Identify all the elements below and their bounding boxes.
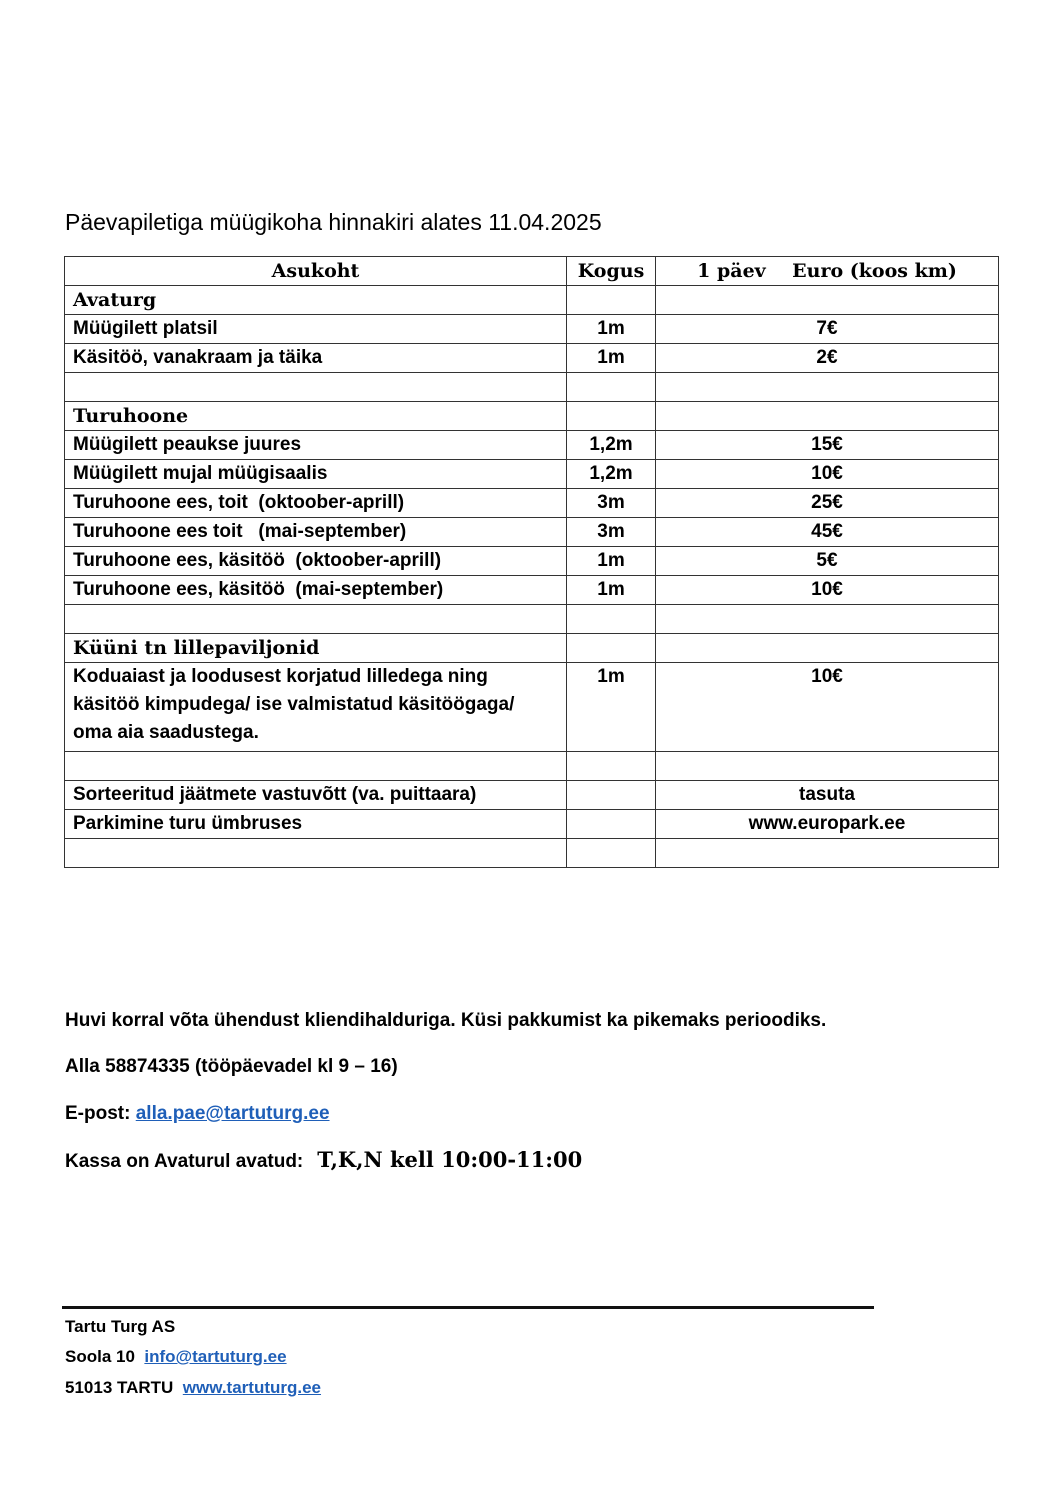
table-row (65, 460, 999, 489)
cell-price: 2€ (656, 344, 999, 373)
footer-divider (62, 1306, 874, 1309)
cell-location: Turuhoone ees toit (mai-september) (65, 518, 567, 547)
table-row (65, 431, 999, 460)
cell-quantity: 1m (567, 576, 656, 605)
cell-quantity: 1,2m (567, 431, 656, 460)
empty-row (65, 752, 999, 781)
footer-city: 51013 TARTU (65, 1378, 174, 1397)
table-row (65, 344, 999, 373)
cell-quantity: 3m (567, 489, 656, 518)
empty-row (65, 605, 999, 634)
cell-price: 10€ (656, 663, 999, 752)
footer-address: Soola 10 (65, 1347, 135, 1366)
table-row (65, 781, 999, 810)
table-row (65, 576, 999, 605)
cell-quantity (567, 810, 656, 839)
footer-email-link[interactable]: info@tartuturg.ee (144, 1347, 287, 1366)
cell-quantity: 3m (567, 518, 656, 547)
section-row (65, 286, 999, 315)
price-table (64, 256, 999, 868)
cell-location: Müügilett peaukse juures (65, 431, 567, 460)
cell-quantity: 1m (567, 315, 656, 344)
footer-company: Tartu Turg AS (65, 1317, 176, 1336)
empty-row (65, 839, 999, 868)
section-row (65, 402, 999, 431)
phone-line: Alla 58874335 (tööpäevadel kl 9 – 16) (65, 1056, 398, 1077)
empty-row (65, 373, 999, 402)
kassa-line (65, 1147, 582, 1175)
cell-quantity: 1,2m (567, 460, 656, 489)
contact-line: Huvi korral võta ühendust kliendihalduriga. Küsi pakkumist ka pikemaks perioodiks. (65, 1010, 827, 1031)
cell-price: 5€ (656, 547, 999, 576)
cell-location: Koduaiast ja loodusest korjatud lilledega ning käsitöö kimpudega/ ise valmistatud käsitöögaga/ oma aia saadustega. (65, 663, 567, 752)
footer-city-line (65, 1377, 321, 1399)
cell-location: Käsitöö, vanakraam ja täika (65, 344, 567, 373)
cell-location: Turuhoone ees, käsitöö (oktoober-aprill) (65, 547, 567, 576)
email-label: E-post: (65, 1103, 131, 1124)
kassa-hours: T,K,N kell 10:00-11:00 (317, 1147, 583, 1172)
table-header-row (65, 257, 999, 286)
cell-location: Sorteeritud jäätmete vastuvõtt (va. puittaara) (65, 781, 567, 810)
cell-price: 10€ (656, 576, 999, 605)
footer-website-link[interactable]: www.tartuturg.ee (182, 1378, 322, 1397)
cell-quantity: 1m (567, 663, 656, 752)
table-row (65, 489, 999, 518)
email-line (65, 1101, 330, 1127)
header-quantity: Kogus (567, 257, 656, 286)
footer-address-line (65, 1346, 287, 1368)
cell-price: 45€ (656, 518, 999, 547)
table-row (65, 315, 999, 344)
cell-quantity: 1m (567, 547, 656, 576)
kassa-label: Kassa on Avaturul avatud: (65, 1151, 304, 1172)
cell-location: Müügilett mujal müügisaalis (65, 460, 567, 489)
table-row (65, 810, 999, 839)
cell-quantity: 1m (567, 344, 656, 373)
email-link[interactable]: alla.pae@tartuturg.ee (135, 1103, 330, 1124)
cell-price: 25€ (656, 489, 999, 518)
cell-price: 7€ (656, 315, 999, 344)
page-title: Päevapiletiga müügikoha hinnakiri alates 11.04.2025 (65, 209, 602, 235)
header-price: 1 päev Euro (koos km) (656, 257, 999, 286)
header-location: Asukoht (65, 257, 567, 286)
section-title: Turuhoone (65, 402, 567, 431)
cell-location: Turuhoone ees, käsitöö (mai-september) (65, 576, 567, 605)
section-title: Avaturg (65, 286, 567, 315)
cell-location: Müügilett platsil (65, 315, 567, 344)
section-row (65, 634, 999, 663)
cell-price: 10€ (656, 460, 999, 489)
table-row (65, 518, 999, 547)
table-row (65, 663, 999, 752)
cell-location: Parkimine turu ümbruses (65, 810, 567, 839)
cell-quantity (567, 781, 656, 810)
europark-link[interactable]: www.europark.ee (656, 810, 999, 839)
cell-location: Turuhoone ees, toit (oktoober-aprill) (65, 489, 567, 518)
cell-price: 15€ (656, 431, 999, 460)
section-title: Küüni tn lillepaviljonid (65, 634, 567, 663)
table-row (65, 547, 999, 576)
cell-price: tasuta (656, 781, 999, 810)
